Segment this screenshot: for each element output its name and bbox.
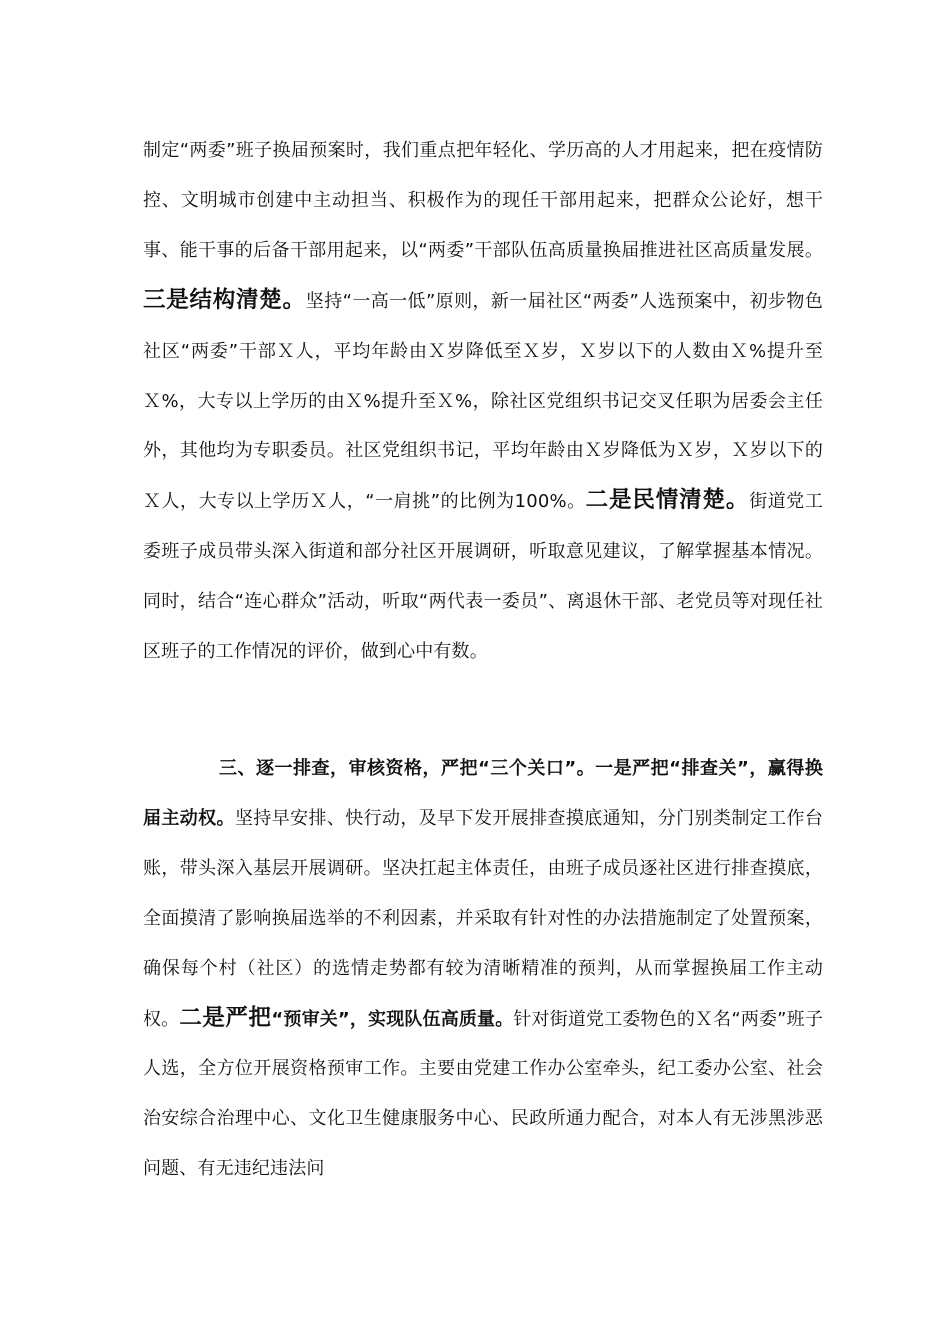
paragraph-1-text-b: 坚持“一高一低”原则，新一届社区“两委”人选预案中，初步物色社区“两委”干部Ｘ人，平均年龄由Ｘ岁降低至Ｘ岁，Ｘ岁以下的人数由Ｘ%提升至Ｘ%，大专以上学历的由Ｘ%提升至Ｘ%，除社区党组织书记交叉任职为居委会主任外，其他均为专职委员。社区党组织书记，平均年龄由Ｘ岁降低为Ｘ岁，Ｘ岁以下的Ｘ人，大专以上学历Ｘ人，“一肩挑”的比例为100%。 xyxy=(143,290,823,513)
paragraph-1-text-a: 制定“两委”班子换届预案时，我们重点把年轻化、学历高的人才用起来，把在疫情防控、文明城市创建中主动担当、积极作为的现任干部用起来，把群众公论好，想干事、能干事的后备干部用起来，以“两委”干部队伍高质量换届推进社区高质量发展。 xyxy=(143,140,823,261)
lead-strict-pre-review: 二是严把 xyxy=(179,1004,272,1031)
paragraph-2-text-a: 坚持早安排、快行动，及早下发开展排查摸底通知，分门别类制定工作台账，带头深入基层开展调研。坚决扛起主体责任，由班子成员逐社区进行排查摸底，全面摸清了影响换届选举的不利因素，并采取有针对性的办法措施制定了处置预案，确保每个村（社区）的选情走势都有较为清晰精准的预判，从而掌握换届工作主动权。 xyxy=(143,807,824,1030)
lead-strict-pre-review-tail: “预审关”，实现队伍高质量。 xyxy=(271,1008,514,1030)
body-paragraph-1 xyxy=(143,126,823,677)
paragraph-2-text-b: 针对街道党工委物色的Ｘ名“两委”班子人选，全方位开展资格预审工作。主要由党建工作办公室牵头，纪工委办公室、社会治安综合治理中心、文化卫生健康服务中心、民政所通力配合，对本人有无涉黑涉恶问题、有无违纪违法问 xyxy=(143,1008,823,1180)
paragraph-1-text-c: 街道党工委班子成员带头深入街道和部分社区开展调研，听取意见建议，了解掌握基本情况。同时，结合“连心群众”活动，听取“两代表一委员”、离退休干部、老党员等对现任社区班子的工作情况的评价，做到心中有数。 xyxy=(143,491,823,663)
section-heading-three: 三、逐一排查，审核资格，严把“三个关口”。一是严把“排查关”，赢得换届主动权。 xyxy=(143,758,823,829)
body-paragraph-2 xyxy=(143,744,823,1194)
lead-structure-clear: 三是结构清楚。 xyxy=(143,286,306,313)
lead-public-sentiment-clear: 二是民情清楚。 xyxy=(585,487,750,514)
